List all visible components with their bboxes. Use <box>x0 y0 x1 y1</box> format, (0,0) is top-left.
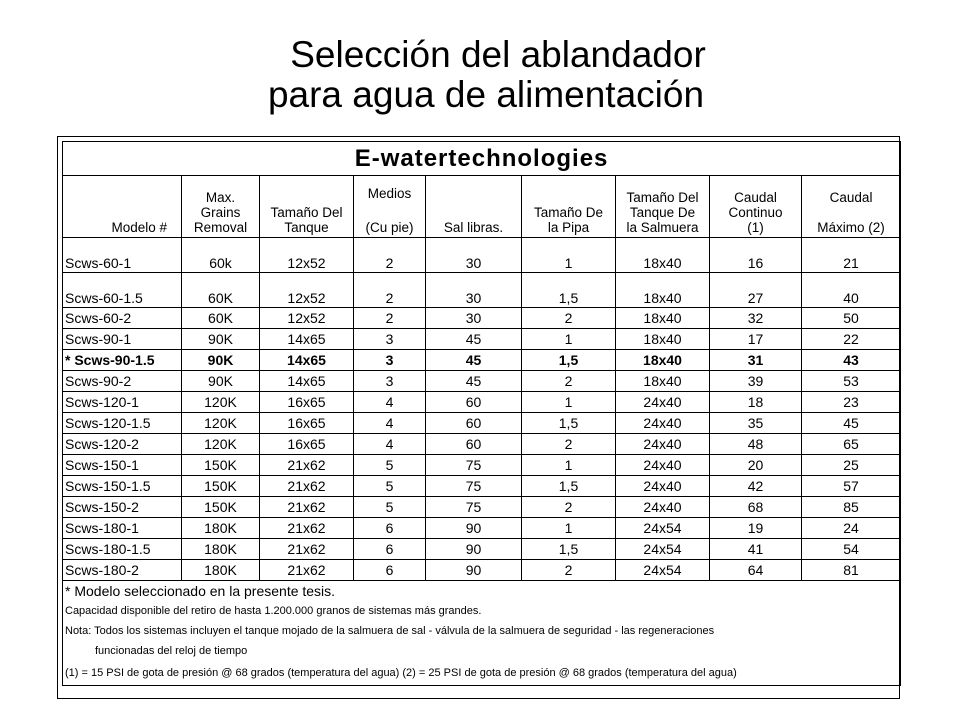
table-cell: 75 <box>426 497 522 518</box>
column-header-line3: la Pipa <box>547 220 590 235</box>
table-cell: 25 <box>802 455 901 476</box>
table-cell: 90 <box>426 539 522 560</box>
table-cell: 24x40 <box>616 476 710 497</box>
table-cell: 4 <box>354 413 426 434</box>
table-cell: 3 <box>354 371 426 392</box>
table-cell: 1,5 <box>522 413 616 434</box>
column-header-line2: Grains <box>200 205 241 220</box>
table-cell: 24x40 <box>616 497 710 518</box>
table-cell: 32 <box>710 308 802 329</box>
column-header-line2 <box>65 205 167 220</box>
table-cell: 81 <box>802 560 901 581</box>
table-cell: 18x40 <box>616 350 710 371</box>
table-cell: 60 <box>426 434 522 455</box>
table-cell: 21x62 <box>260 497 354 518</box>
column-header-line2: Tanque De <box>629 205 696 220</box>
table-cell: 2 <box>522 434 616 455</box>
table-cell: 180K <box>182 539 260 560</box>
table-cell: 12x52 <box>260 273 354 308</box>
table-cell: 53 <box>802 371 901 392</box>
table-cell: 180K <box>182 560 260 581</box>
table-cell: Scws-150-1.5 <box>63 476 182 497</box>
table-cell: 12x52 <box>260 238 354 273</box>
table-cell: 1 <box>522 238 616 273</box>
column-header-line2: Tamaño De <box>533 205 604 220</box>
table-cell: 2 <box>522 560 616 581</box>
table-cell: 57 <box>802 476 901 497</box>
column-header <box>260 176 354 238</box>
table-cell: 180K <box>182 518 260 539</box>
table-cell: 39 <box>710 371 802 392</box>
table-cell: 23 <box>802 392 901 413</box>
column-header-line2: Tamaño Del <box>270 205 343 220</box>
table-cell: 3 <box>354 329 426 350</box>
column-header-line1 <box>65 190 167 205</box>
table-cell: 16x65 <box>260 392 354 413</box>
table-cell: 6 <box>354 539 426 560</box>
table-cell: 5 <box>354 476 426 497</box>
slide-title-line-1: Selección del ablandador <box>290 34 706 75</box>
table-cell: 4 <box>354 392 426 413</box>
table-row <box>63 413 901 434</box>
table-cell: 6 <box>354 560 426 581</box>
table-cell: Scws-60-1.5 <box>63 273 182 308</box>
table-row <box>63 455 901 476</box>
table-row <box>63 518 901 539</box>
table-cell: 68 <box>710 497 802 518</box>
table-cell: 16x65 <box>260 434 354 455</box>
table-cell: 60 <box>426 392 522 413</box>
table-cell: 45 <box>426 350 522 371</box>
table-cell: 150K <box>182 476 260 497</box>
column-header-line2 <box>804 205 898 220</box>
table-cell: Scws-120-1.5 <box>63 413 182 434</box>
footnote: funcionadas del reloj de tiempo <box>63 641 901 661</box>
table-cell: 90K <box>182 350 260 371</box>
table-row <box>63 497 901 518</box>
table-row <box>63 238 901 273</box>
table-cell: 27 <box>710 273 802 308</box>
table-cell: 18x40 <box>616 273 710 308</box>
table-cell: 24x54 <box>616 518 710 539</box>
column-header-line1 <box>524 190 613 205</box>
column-header <box>354 176 426 238</box>
table-cell: 5 <box>354 497 426 518</box>
table-cell: 21x62 <box>260 539 354 560</box>
column-header-line3: (1) <box>747 220 764 235</box>
table-cell: 1 <box>522 392 616 413</box>
table-cell: 50 <box>802 308 901 329</box>
table-cell: 60k <box>182 238 260 273</box>
table-cell: 45 <box>802 413 901 434</box>
table-cell: 3 <box>354 350 426 371</box>
table-cell: 24x54 <box>616 539 710 560</box>
table-cell: 1,5 <box>522 539 616 560</box>
table-cell: 18x40 <box>616 371 710 392</box>
column-header-line2: Continuo <box>728 205 783 220</box>
table-cell: 12x52 <box>260 308 354 329</box>
table-cell: 21x62 <box>260 560 354 581</box>
table-cell: 1 <box>522 518 616 539</box>
table-cell: 1 <box>522 329 616 350</box>
table-row <box>63 434 901 455</box>
table-cell: 4 <box>354 434 426 455</box>
table-cell: 54 <box>802 539 901 560</box>
table-cell: 16x65 <box>260 413 354 434</box>
brand-title: E-watertechnologies <box>63 142 901 176</box>
table-cell: 150K <box>182 497 260 518</box>
table-cell: 17 <box>710 329 802 350</box>
table-cell: 90 <box>426 560 522 581</box>
table-cell: 5 <box>354 455 426 476</box>
table-cell: 24x40 <box>616 392 710 413</box>
column-header-line3: (Cu pie) <box>365 220 414 235</box>
table-row <box>63 560 901 581</box>
table-cell: 48 <box>710 434 802 455</box>
table-cell: 2 <box>522 497 616 518</box>
table-cell: 30 <box>426 273 522 308</box>
table-cell: 42 <box>710 476 802 497</box>
table-cell: 1 <box>522 455 616 476</box>
column-header <box>710 176 802 238</box>
column-header-line1: Caudal <box>829 190 873 205</box>
column-header-line1 <box>262 190 351 205</box>
table-cell: 90 <box>426 518 522 539</box>
table-cell: 19 <box>710 518 802 539</box>
column-header-line1: Caudal <box>734 190 777 205</box>
column-header-line1: Max. <box>205 190 236 205</box>
table-row <box>63 371 901 392</box>
table-cell: 120K <box>182 413 260 434</box>
table-cell: * Scws-90-1.5 <box>63 350 182 371</box>
table-cell: 65 <box>802 434 901 455</box>
column-header <box>63 176 182 238</box>
table-cell: 120K <box>182 392 260 413</box>
table-row <box>63 273 901 308</box>
column-header <box>802 176 901 238</box>
table-row <box>63 476 901 497</box>
column-header-line2 <box>428 205 519 220</box>
column-header-line3: la Salmuera <box>626 220 699 235</box>
table-cell: Scws-120-2 <box>63 434 182 455</box>
table-cell: 64 <box>710 560 802 581</box>
column-header-line3: Tanque <box>284 220 329 235</box>
table-cell: 85 <box>802 497 901 518</box>
table-cell: 24x40 <box>616 413 710 434</box>
table-cell: 40 <box>802 273 901 308</box>
table-cell: 22 <box>802 329 901 350</box>
table-cell: 1,5 <box>522 273 616 308</box>
table-cell: Scws-120-1 <box>63 392 182 413</box>
table-cell: 75 <box>426 476 522 497</box>
table-cell: Scws-150-1 <box>63 455 182 476</box>
table-cell: 60 <box>426 413 522 434</box>
table-cell: 90K <box>182 329 260 350</box>
table-cell: 60K <box>182 308 260 329</box>
column-header-line1: Medios <box>367 186 412 201</box>
table-cell: 41 <box>710 539 802 560</box>
table-cell: 14x65 <box>260 329 354 350</box>
table-row <box>63 539 901 560</box>
table-cell: 35 <box>710 413 802 434</box>
table-row <box>63 329 901 350</box>
table-cell: 75 <box>426 455 522 476</box>
column-header-line3: Máximo (2) <box>817 220 885 235</box>
table-row <box>63 308 901 329</box>
header-row <box>63 176 901 238</box>
table-cell: 60K <box>182 273 260 308</box>
table-cell: Scws-90-2 <box>63 371 182 392</box>
table-cell: Scws-90-1 <box>63 329 182 350</box>
table-row <box>63 392 901 413</box>
table-cell: 21x62 <box>260 518 354 539</box>
table-cell: 45 <box>426 329 522 350</box>
column-header <box>182 176 260 238</box>
table-cell: 18x40 <box>616 238 710 273</box>
table-cell: 14x65 <box>260 371 354 392</box>
table-cell: 120K <box>182 434 260 455</box>
column-header <box>426 176 522 238</box>
footnote: * Modelo seleccionado en la presente tesis. <box>63 581 901 602</box>
table-cell: 14x65 <box>260 350 354 371</box>
table-cell: Scws-180-1 <box>63 518 182 539</box>
table-cell: 1,5 <box>522 476 616 497</box>
table-cell: 30 <box>426 308 522 329</box>
table-cell: Scws-180-2 <box>63 560 182 581</box>
table-cell: 150K <box>182 455 260 476</box>
table-cell: 24x40 <box>616 455 710 476</box>
table-cell: 1,5 <box>522 350 616 371</box>
table-cell: 21x62 <box>260 455 354 476</box>
column-header <box>522 176 616 238</box>
column-header-line1: Tamaño Del <box>626 190 699 205</box>
table-cell: Scws-60-1 <box>63 238 182 273</box>
column-header <box>616 176 710 238</box>
slide-title-line-2: para agua de alimentación <box>267 74 705 115</box>
table-cell: 90K <box>182 371 260 392</box>
table-cell: 43 <box>802 350 901 371</box>
table-row <box>63 350 901 371</box>
footnote: (1) = 15 PSI de gota de presión @ 68 grados (temperatura del agua) (2) = 25 PSI de gota de presión @ 68 grados (temperatura del agua) <box>63 661 901 686</box>
table-cell: Scws-180-1.5 <box>63 539 182 560</box>
table-cell: 18x40 <box>616 308 710 329</box>
table-cell: 20 <box>710 455 802 476</box>
table-cell: 21 <box>802 238 901 273</box>
table-cell: 24x40 <box>616 434 710 455</box>
table-cell: 21x62 <box>260 476 354 497</box>
table-cell: 16 <box>710 238 802 273</box>
footnote: Capacidad disponible del retiro de hasta 1.200.000 granos de sistemas más grandes. <box>63 601 901 621</box>
water-softener-table <box>62 141 901 686</box>
column-header-line2 <box>356 201 423 220</box>
table-cell: 2 <box>354 308 426 329</box>
table-cell: 2 <box>354 238 426 273</box>
table-cell: 30 <box>426 238 522 273</box>
table-cell: Scws-150-2 <box>63 497 182 518</box>
table-cell: Scws-60-2 <box>63 308 182 329</box>
table-cell: 6 <box>354 518 426 539</box>
table-cell: 45 <box>426 371 522 392</box>
table-cell: 2 <box>522 308 616 329</box>
column-header-line3: Removal <box>193 220 248 235</box>
table-cell: 2 <box>354 273 426 308</box>
table-cell: 18x40 <box>616 329 710 350</box>
table-cell: 24x54 <box>616 560 710 581</box>
column-header-line1 <box>428 190 519 205</box>
table-cell: 31 <box>710 350 802 371</box>
column-header-line3: Modelo # <box>111 220 167 235</box>
footnote: Nota: Todos los sistemas incluyen el tanque mojado de la salmuera de sal - válvula de la salmuera de seguridad - las regeneraciones <box>63 621 901 641</box>
column-header-line3: Sal libras. <box>443 220 504 235</box>
table-cell: 2 <box>522 371 616 392</box>
table-cell: 18 <box>710 392 802 413</box>
table-cell: 24 <box>802 518 901 539</box>
